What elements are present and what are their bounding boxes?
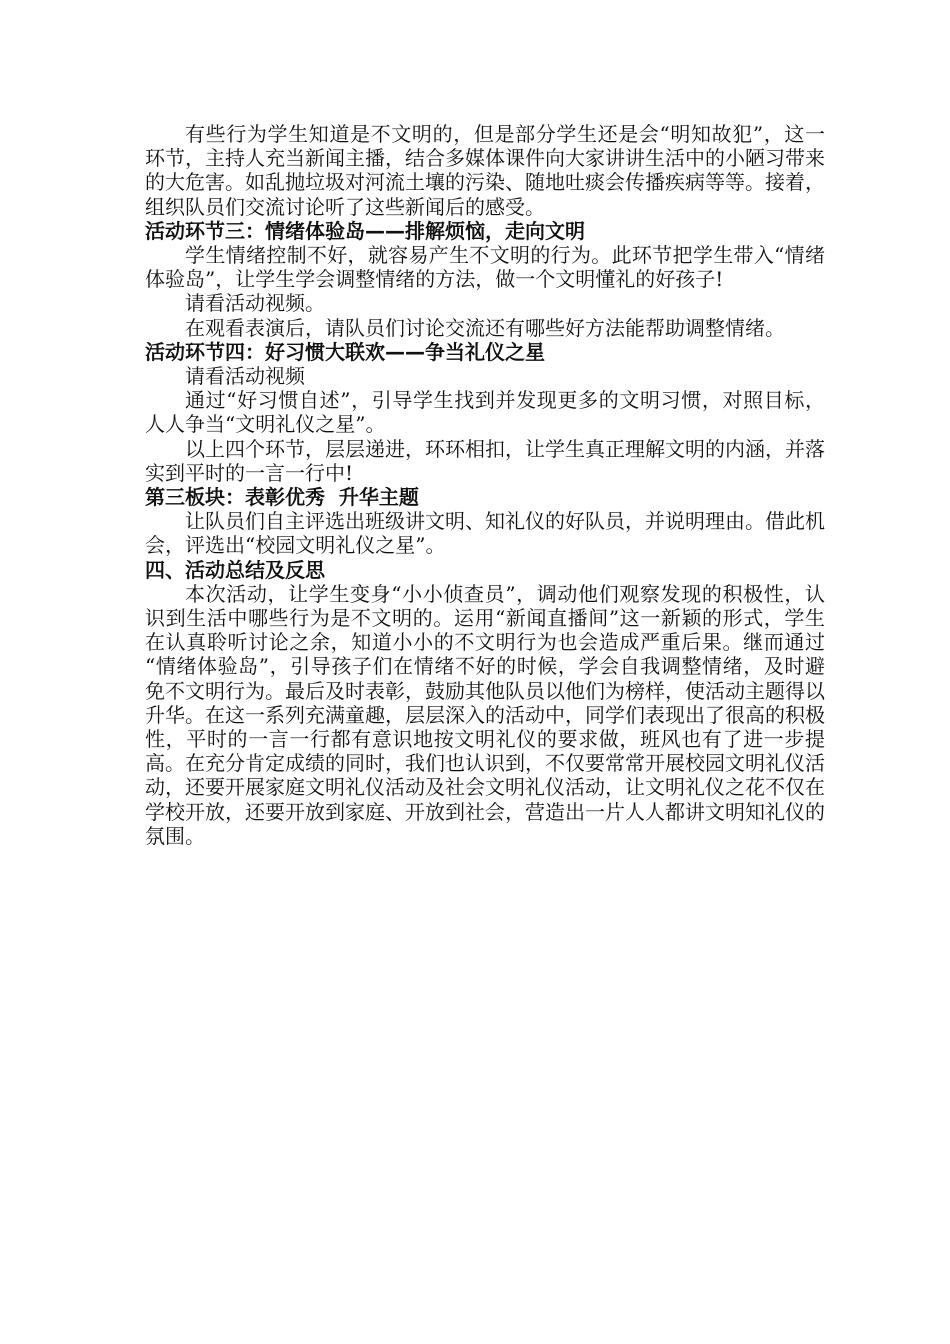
paragraph: 在观看表演后，请队员们讨论交流还有哪些好方法能帮助调整情绪。 [185,315,785,340]
paragraph: 通过“好习惯自述”，引导学生找到并发现更多的文明习惯，对照目标，人人争当“文明礼仪之星”。 [145,388,825,437]
paragraph: 请看活动视频 [185,364,305,389]
section-heading: 第三板块：表彰优秀 升华主题 [145,485,419,510]
paragraph: 请看活动视频。 [185,291,325,316]
document-body [145,122,825,848]
paragraph: 本次活动，让学生变身“小小侦查员”，调动他们观察发现的积极性，认识到生活中哪些行为是不文明的。运用“新闻直播间”这一新颖的形式，学生在认真聆听讨论之余，知道小小的不文明行为也会造成严重后果。继而通过 “情绪体验岛”，引导孩子们在情绪不好的时候，学会自我调整情绪，及时避免不文明行为。最后及时表彰，鼓励其他队员以他们为榜样，使活动主题得以升华。在这一系列充满童趣，层层深入的活动中，同学们表现出了很高的积极性，平时的一言一行都有意识地按文明礼仪的要求做，班风也有了进一步提高。在充分肯定成绩的同时，我们也认识到，不仅要常常开展校园文明礼仪活动，还要开展家庭文明礼仪活动及社会文明礼仪活动，让文明礼仪之花不仅在学校开放，还要开放到家庭、开放到社会，营造出一片人人都讲文明知礼仪的氛围。 [145,581,825,848]
paragraph: 学生情绪控制不好，就容易产生不文明的行为。此环节把学生带入“情绪体验岛”，让学生学会调整情绪的方法，做一个文明懂礼的好孩子! [145,243,825,292]
paragraph: 有些行为学生知道是不文明的，但是部分学生还是会“明知故犯”，这一环节，主持人充当新闻主播，结合多媒体课件向大家讲讲生活中的小陋习带来的大危害。如乱抛垃圾对河流土壤的污染、随地吐痰会传播疾病等等。接着，组织队员们交流讨论听了这些新闻后的感受。 [145,122,825,219]
paragraph: 以上四个环节，层层递进，环环相扣，让学生真正理解文明的内涵，并落实到平时的一言一行中! [145,436,825,485]
section-heading: 活动环节四：好习惯大联欢——争当礼仪之星 [145,339,545,364]
section-heading: 四、活动总结及反思 [145,557,325,582]
section-heading: 活动环节三：情绪体验岛——排解烦恼，走向文明 [145,218,585,243]
paragraph: 让队员们自主评选出班级讲文明、知礼仪的好队员，并说明理由。借此机会，评选出“校园文明礼仪之星”。 [145,509,825,558]
